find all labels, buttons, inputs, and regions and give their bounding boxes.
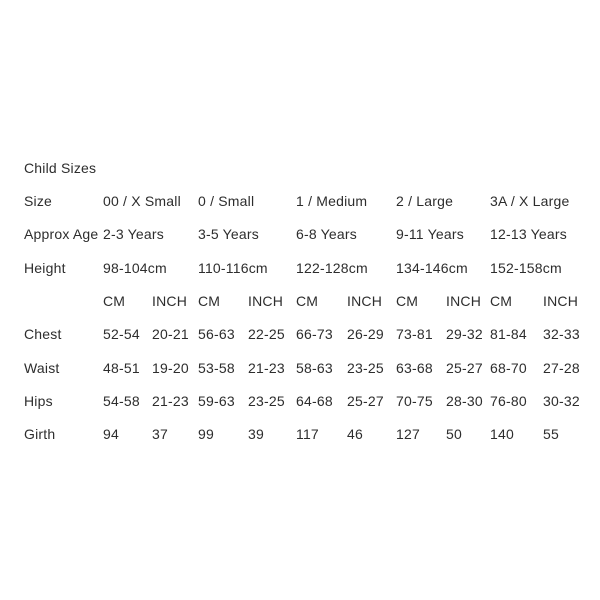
chest-inch-value: 20-21: [152, 326, 189, 343]
hips-cm-value: 54-58: [103, 393, 140, 410]
unit-header-cm: CM: [198, 293, 221, 310]
section-title: Child Sizes: [24, 159, 97, 176]
hips-inch-value: 23-25: [248, 393, 285, 410]
waist-inch-value: 23-25: [347, 359, 384, 376]
row-label-girth: Girth: [24, 426, 56, 443]
unit-header-cm: CM: [103, 293, 126, 310]
approx-age-value: 3-5 Years: [198, 226, 259, 243]
height-value: 134-146cm: [396, 259, 468, 276]
waist-inch-value: 27-28: [543, 359, 580, 376]
size-name: 1 / Medium: [296, 193, 368, 210]
hips-cm-value: 59-63: [198, 393, 235, 410]
girth-cm-value: 94: [103, 426, 119, 443]
girth-inch-value: 39: [248, 426, 264, 443]
unit-header-cm: CM: [490, 293, 513, 310]
row-label-waist: Waist: [24, 359, 60, 376]
girth-cm-value: 127: [396, 426, 420, 443]
size-name: 00 / X Small: [103, 193, 181, 210]
waist-inch-value: 25-27: [446, 359, 483, 376]
size-name: 2 / Large: [396, 193, 454, 210]
girth-cm-value: 99: [198, 426, 214, 443]
hips-cm-value: 64-68: [296, 393, 333, 410]
hips-inch-value: 28-30: [446, 393, 483, 410]
chest-inch-value: 29-32: [446, 326, 483, 343]
girth-cm-value: 140: [490, 426, 514, 443]
chest-cm-value: 73-81: [396, 326, 433, 343]
approx-age-value: 9-11 Years: [396, 226, 464, 243]
waist-cm-value: 48-51: [103, 359, 140, 376]
girth-inch-value: 46: [347, 426, 363, 443]
approx-age-value: 12-13 Years: [490, 226, 567, 243]
chest-cm-value: 66-73: [296, 326, 333, 343]
girth-inch-value: 55: [543, 426, 559, 443]
girth-cm-value: 117: [296, 426, 319, 443]
unit-header-inch: INCH: [152, 293, 188, 310]
row-label-height: Height: [24, 259, 66, 276]
height-value: 152-158cm: [490, 259, 562, 276]
approx-age-value: 2-3 Years: [103, 226, 164, 243]
height-value: 110-116cm: [198, 259, 268, 276]
waist-inch-value: 19-20: [152, 359, 189, 376]
hips-cm-value: 70-75: [396, 393, 433, 410]
hips-inch-value: 25-27: [347, 393, 384, 410]
waist-cm-value: 63-68: [396, 359, 433, 376]
row-label-hips: Hips: [24, 393, 53, 410]
row-label-chest: Chest: [24, 326, 62, 343]
row-label-size: Size: [24, 193, 53, 210]
girth-inch-value: 50: [446, 426, 462, 443]
unit-header-cm: CM: [396, 293, 419, 310]
size-name: 3A / X Large: [490, 193, 570, 210]
unit-header-cm: CM: [296, 293, 319, 310]
girth-inch-value: 37: [152, 426, 168, 443]
chest-cm-value: 52-54: [103, 326, 140, 343]
waist-inch-value: 21-23: [248, 359, 285, 376]
child-size-chart: [24, 151, 600, 451]
unit-header-inch: INCH: [543, 293, 579, 310]
chest-cm-value: 81-84: [490, 326, 527, 343]
chest-inch-value: 32-33: [543, 326, 580, 343]
unit-header-inch: INCH: [446, 293, 482, 310]
row-label-approx-age: Approx Age: [24, 226, 99, 243]
hips-inch-value: 21-23: [152, 393, 189, 410]
unit-header-inch: INCH: [248, 293, 284, 310]
chest-inch-value: 22-25: [248, 326, 285, 343]
size-table: [24, 151, 600, 451]
waist-cm-value: 68-70: [490, 359, 527, 376]
height-value: 98-104cm: [103, 259, 167, 276]
height-value: 122-128cm: [296, 259, 368, 276]
approx-age-value: 6-8 Years: [296, 226, 357, 243]
hips-inch-value: 30-32: [543, 393, 580, 410]
waist-cm-value: 58-63: [296, 359, 333, 376]
chest-inch-value: 26-29: [347, 326, 384, 343]
waist-cm-value: 53-58: [198, 359, 235, 376]
chest-cm-value: 56-63: [198, 326, 235, 343]
size-name: 0 / Small: [198, 193, 255, 210]
unit-header-inch: INCH: [347, 293, 383, 310]
hips-cm-value: 76-80: [490, 393, 527, 410]
